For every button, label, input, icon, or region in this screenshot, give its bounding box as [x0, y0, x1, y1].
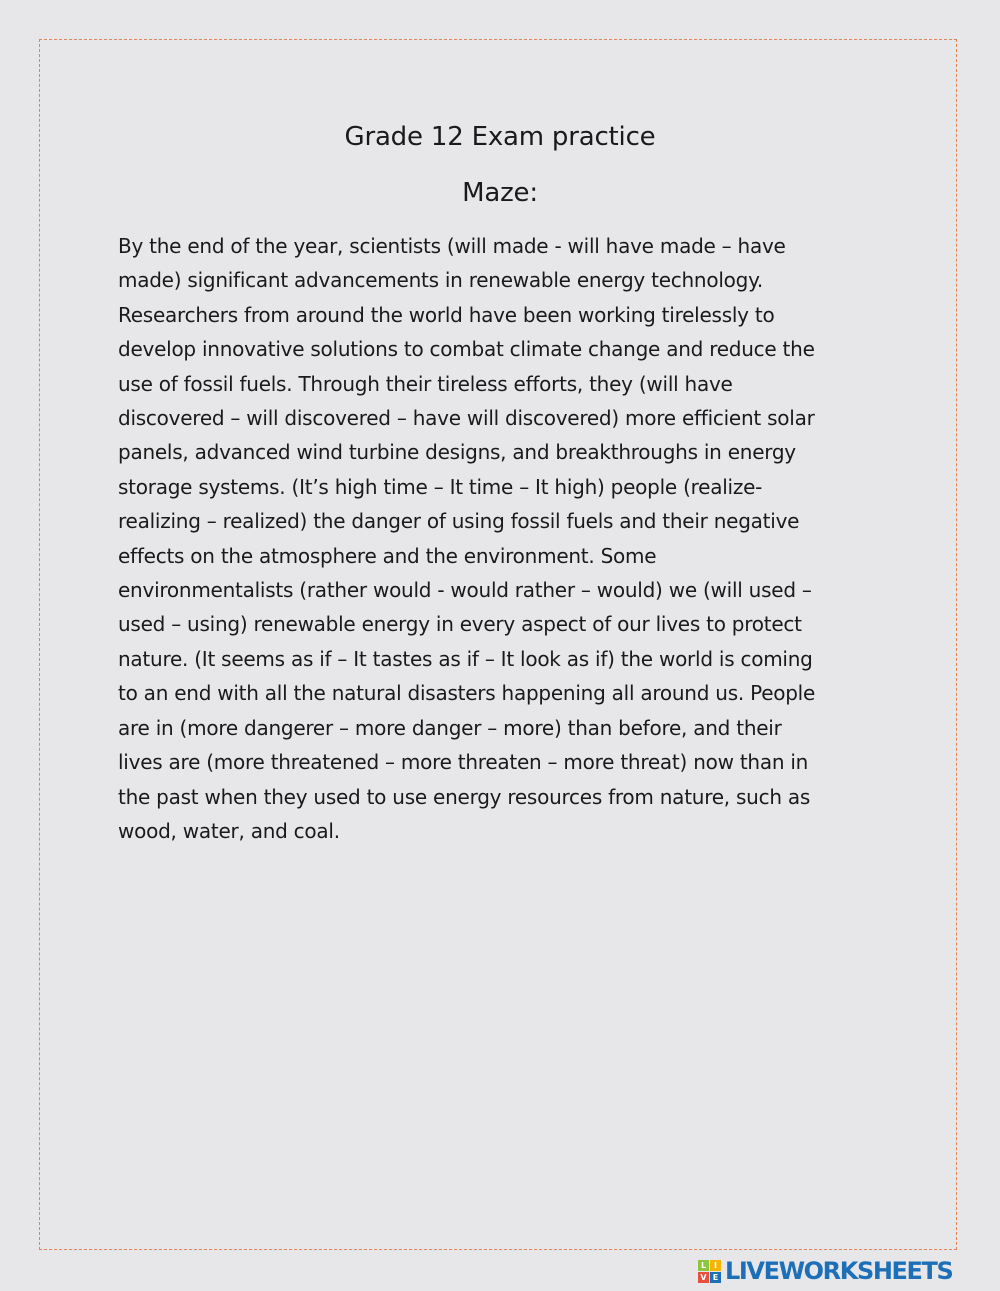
logo-letter: L	[698, 1260, 709, 1271]
passage-line: wood, water, and coal.	[118, 818, 340, 843]
passage-line: storage systems. (It’s high time – It time – It high) people (realize-	[118, 474, 763, 499]
maze-passage	[118, 229, 908, 848]
logo-letter: E	[710, 1272, 721, 1283]
section-title: Maze:	[462, 178, 538, 208]
passage-line: discovered – will discovered – have will discovered) more efficient solar	[118, 406, 815, 431]
passage-line: By the end of the year, scientists (will made - will have made – have	[118, 234, 786, 258]
passage-line: used – using) renewable energy in every aspect of our lives to protect	[118, 612, 802, 637]
passage-line: use of fossil fuels. Through their tireless efforts, they (will have	[118, 371, 733, 396]
passage-line: nature. (It seems as if – It tastes as if – It look as if) the world is coming	[118, 646, 813, 671]
passage-line: realizing – realized) the danger of using fossil fuels and their negative	[118, 509, 800, 534]
logo-letter: V	[698, 1272, 709, 1283]
passage-line: Researchers from around the world have been working tirelessly to	[118, 302, 775, 327]
passage-line: environmentalists (rather would - would rather – would) we (will used –	[118, 578, 812, 603]
passage-line: lives are (more threatened – more threaten – more threat) now than in	[118, 750, 809, 775]
passage-line: develop innovative solutions to combat climate change and reduce the	[118, 337, 815, 362]
page-title: Grade 12 Exam practice	[344, 122, 656, 152]
logo-letter: I	[710, 1260, 721, 1271]
passage-line: made) significant advancements in renewable energy technology.	[118, 268, 763, 293]
brand-name: LIVEWORKSHEETS	[725, 1257, 953, 1285]
passage-line: to an end with all the natural disasters happening all around us. People	[118, 681, 816, 706]
passage-line: effects on the atmosphere and the environment. Some	[118, 543, 657, 568]
liveworksheets-logo-icon	[698, 1260, 721, 1283]
passage-line: are in (more dangerer – more danger – more) than before, and their	[118, 715, 782, 740]
liveworksheets-brand[interactable]	[698, 1256, 952, 1286]
passage-line: the past when they used to use energy resources from nature, such as	[118, 784, 811, 809]
passage-line: panels, advanced wind turbine designs, and breakthroughs in energy	[118, 440, 796, 465]
